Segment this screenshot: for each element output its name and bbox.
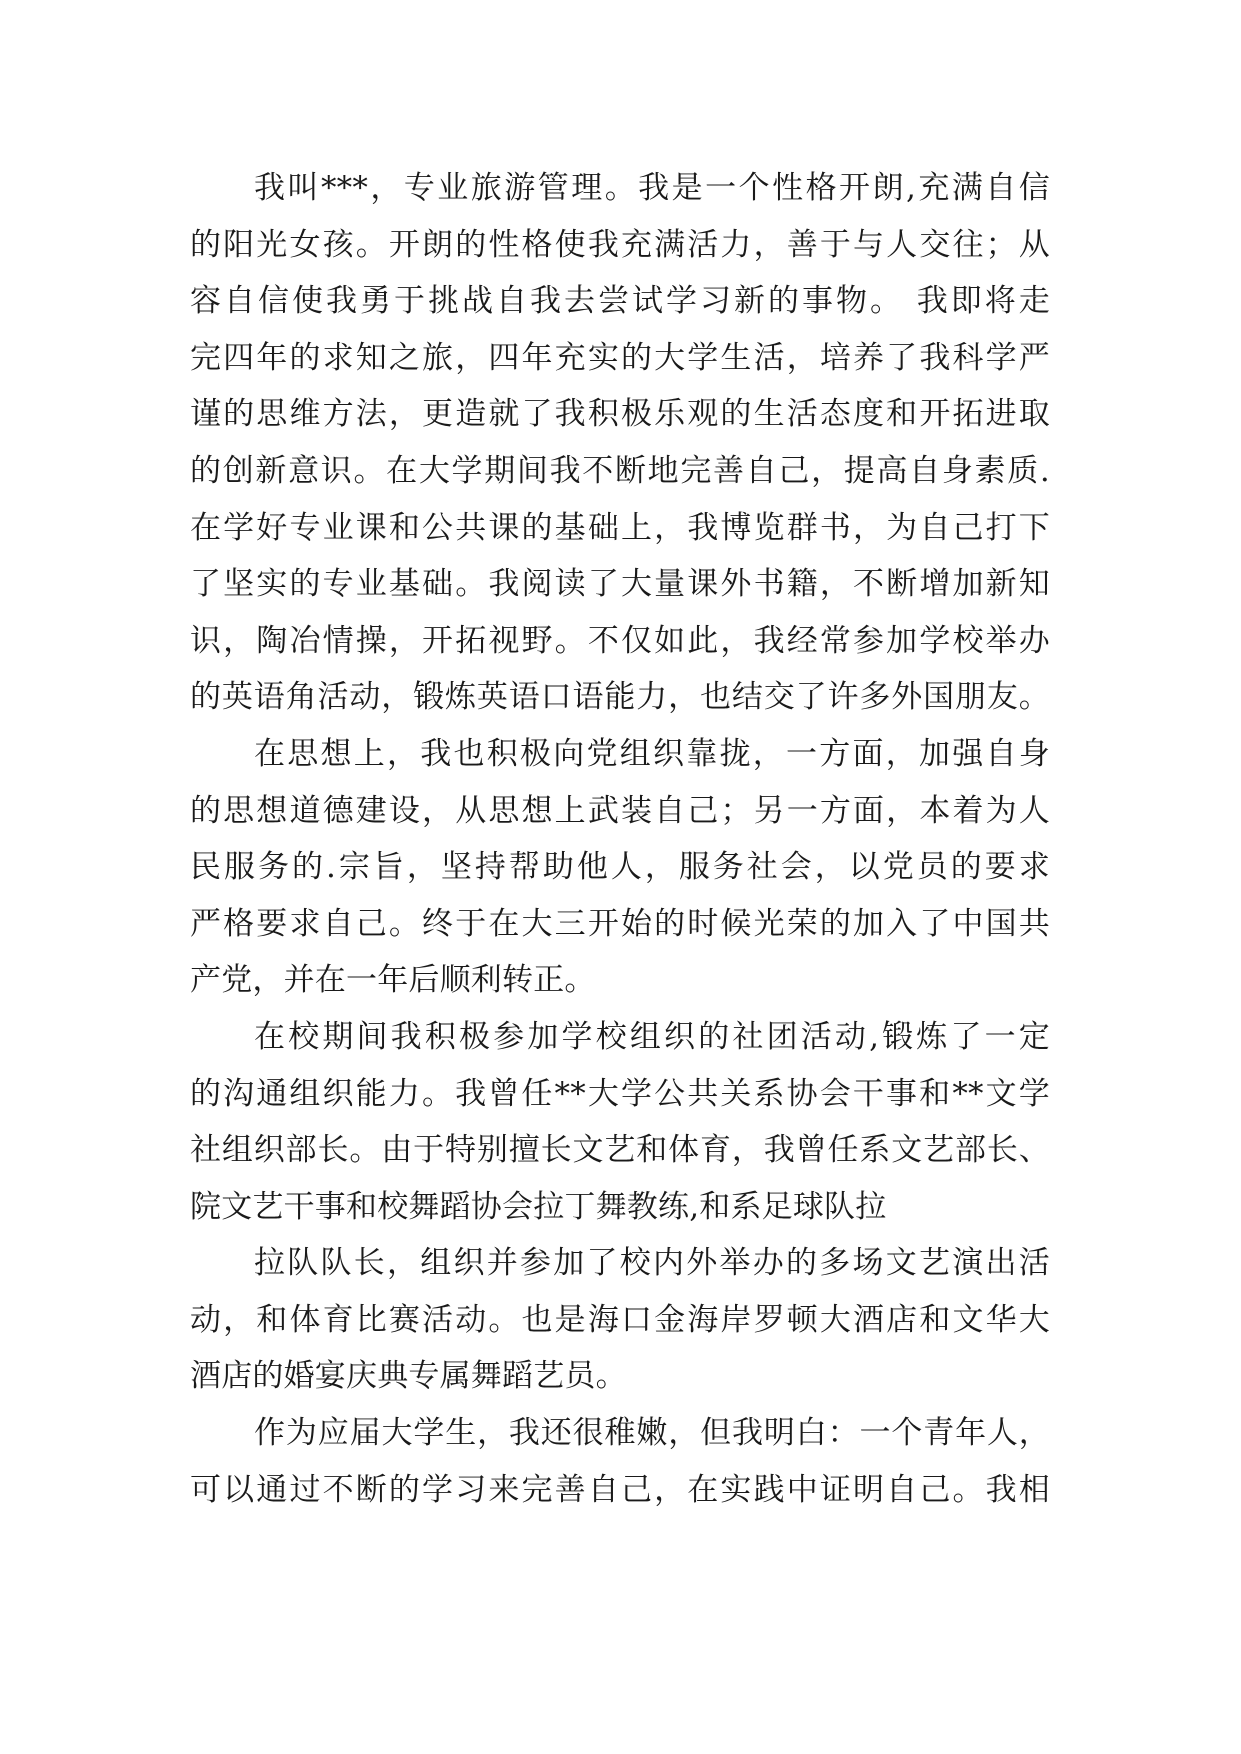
text-line: 酒店的婚宴庆典专属舞蹈艺员。 [190,1358,627,1395]
text-line: 的沟通组织能力。我曾任**大学公共关系协会干事和**文学 [190,1075,1050,1112]
text-line: 动，和体育比赛活动。也是海口金海岸罗顿大酒店和文华大 [190,1301,1050,1338]
text-line: 作为应届大学生，我还很稚嫩，但我明白：一个青年人， [254,1415,1050,1452]
text-line: 识，陶冶情操，开拓视野。不仅如此，我经常参加学校举办 [190,622,1050,659]
text-line: 完四年的求知之旅，四年充实的大学生活，培养了我科学严 [190,339,1050,376]
text-line: 民服务的.宗旨，坚持帮助他人，服务社会，以党员的要求 [190,849,1050,886]
text-line: 在学好专业课和公共课的基础上，我博览群书，为自己打下 [190,509,1050,546]
text-line: 容自信使我勇于挑战自我去尝试学习新的事物。 我即将走 [190,283,1050,320]
text-line: 了坚实的专业基础。我阅读了大量课外书籍，不断增加新知 [190,566,1050,603]
text-line: 拉队队长，组织并参加了校内外举办的多场文艺演出活 [254,1245,1050,1282]
text-line: 严格要求自己。终于在大三开始的时候光荣的加入了中国共 [190,905,1050,942]
text-line: 院文艺干事和校舞蹈协会拉丁舞教练,和系足球队拉 [190,1188,887,1225]
document-body [190,160,1050,1518]
text-line: 产党，并在一年后顺利转正。 [190,962,596,999]
text-line: 的英语角活动，锻炼英语口语能力，也结交了许多外国朋友。 [190,679,1050,716]
text-line: 在思想上，我也积极向党组织靠拢，一方面，加强自身 [254,735,1050,772]
text-line: 谨的思维方法，更造就了我积极乐观的生活态度和开拓进取 [190,396,1050,433]
text-line: 的创新意识。在大学期间我不断地完善自己，提高自身素质. [190,452,1050,489]
text-line: 我叫***，专业旅游管理。我是一个性格开朗,充满自信 [254,170,1050,206]
text-line: 在校期间我积极参加学校组织的社团活动,锻炼了一定 [254,1018,1050,1055]
text-line: 社组织部长。由于特别擅长文艺和体育，我曾任系文艺部长、 [190,1132,1050,1169]
text-line: 的阳光女孩。开朗的性格使我充满活力，善于与人交往；从 [190,226,1050,263]
text-line: 的思想道德建设，从思想上武装自己；另一方面，本着为人 [190,792,1050,829]
text-line: 可以通过不断的学习来完善自己，在实践中证明自己。我相 [190,1471,1050,1508]
